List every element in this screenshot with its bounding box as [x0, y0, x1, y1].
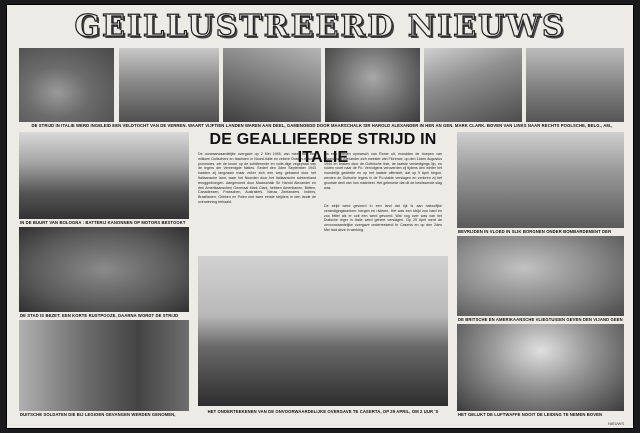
- caption-right-2: DE BRITSCHE EN AMERIKAANSCHE VLIEGTUIGEN GEVEN DEN VIJAND GEEN: [458, 317, 623, 322]
- masthead-title: GEILLUSTREERD NIEUWS: [74, 9, 566, 44]
- photo-left-3: [19, 320, 189, 411]
- photo-center: [198, 256, 448, 406]
- page-number: NIEUWS: [608, 421, 624, 426]
- photo-top-2: [119, 48, 219, 122]
- photo-top-1: [19, 48, 114, 122]
- caption-top: DE STRIJD IN ITALIE WERD INGELEID EEN VELDTOCHT VAN DE VERREN. WAART VIJFTIEN LANDEN WAREN AAN DEEL, GAMENOEDD DOOR MAARSCHALK SIR HAROLD ALEXANDER IN HEN AN GEN. MARK CLARK. BOVEN VAN LINKS NAAR RECHTS POOLSCHE, BELG., AM.,: [31, 123, 613, 128]
- text-column-3: De strijd werd gevoerd in een land dat rijk is aan natuurlijke verdedigingswerken: bergen en rivieren. Het was een strijd zoo hard en zoo bitter als er ooit een werd gevoerd. Wat nog over was van het Duitsche leger in Italie werd geheel verslagen. Op 29 April werd de onvoorwaardelijke overgave onderteekend te Caserta en op den 2den Mei trad deze in werking.: [324, 204, 442, 232]
- text-column-2: Na een snellen opmarsch van Rome uit, mondden de troepen van Maarschalk Alexander zich meester van Florence, op den 11den Augustus 1944 en braken door de Gothische linie, de laatste verdedigings lijn, en rukten voort naar de Po. Vervolgens veroverden zij tijdens den winter het noordelijk gedeelte en op het laatste offensief, dat op 9 April begon, werden de Duitsche legers in de Po-vlakte verslagen en verloren zij het grootste deel van hun materieel. Het gebeurde dat dit de beslissende slag was.: [324, 152, 442, 190]
- caption-left-3: DUITSCHE SOLDATEN DIE BIJ LEGIOEN GEVANGEN WERDEN GENOMEN,: [20, 412, 176, 417]
- caption-center: HET ONDERTEEKENEN VAN DE ONVOORWAARDELIJKE OVERGAVE TE CASERTA, OP 29 APRIL, OM 2 UUR 'S: [207, 409, 439, 414]
- photo-top-6: [526, 48, 624, 122]
- photo-top-3: [223, 48, 321, 122]
- caption-left-2: DE STAD IS BEZET: EEN KORTE RUSTPOOZE, DAARNA WORDT DE STRIJD: [20, 313, 179, 318]
- photo-right-3: [457, 324, 624, 411]
- photo-top-4: [325, 48, 420, 122]
- poster: [6, 4, 634, 429]
- headline: DE GEALLIEERDE STRIJD IN ITALIE: [209, 131, 437, 166]
- caption-left-1: IN DE BUURT VAN BOLOGNA : BATTERIJ KANONNEN OP MOTORS BESTOOKT: [20, 220, 186, 225]
- photo-left-2: [19, 227, 189, 312]
- text-column-1: De oorwaarwaardelijke overgave op 2 Mei 1945, van meer dan een millioen Duitschers en fascisten in Noord-Italie en zekere Oosten-rijksche provincies, zet de kroon op de schitterende en volle-dige zegepraal van de legers der Vereenigde Naties. Sedert den 3den September 1943 hadden zij langzaam maar zeker zich een weg gebaand door het Italiaansche land, waar het Noorden door het Italiaansche schiereiland teruggedrongen. Aangevoerd door Maarschalk Sir Harold Alexander en den Amerikaanschen Generaal Mark Clark, hebben Amerikanen, Britten, Canadeezen, Franschen, Australiers, Nieuw Zeelanders, Indiers, Brazilianen, Grieken en Polen met twee eerste strijders in den lande de overwinning behaald.: [198, 152, 316, 204]
- caption-right-1: BEVRIJDEN IN VLOED IN SLIK BORGNEN ONDER BOMBARDEMENT DER: [458, 229, 612, 234]
- caption-right-3: HET GELUKT DE LUFTWAFFE NOOIT DE LEIDING TE NEMEN BOVEN: [458, 412, 603, 417]
- photo-left-1: [19, 132, 189, 219]
- photo-right-1: [457, 132, 624, 228]
- photo-top-5: [424, 48, 522, 122]
- photo-right-2: [457, 236, 624, 316]
- masthead: [6, 6, 634, 48]
